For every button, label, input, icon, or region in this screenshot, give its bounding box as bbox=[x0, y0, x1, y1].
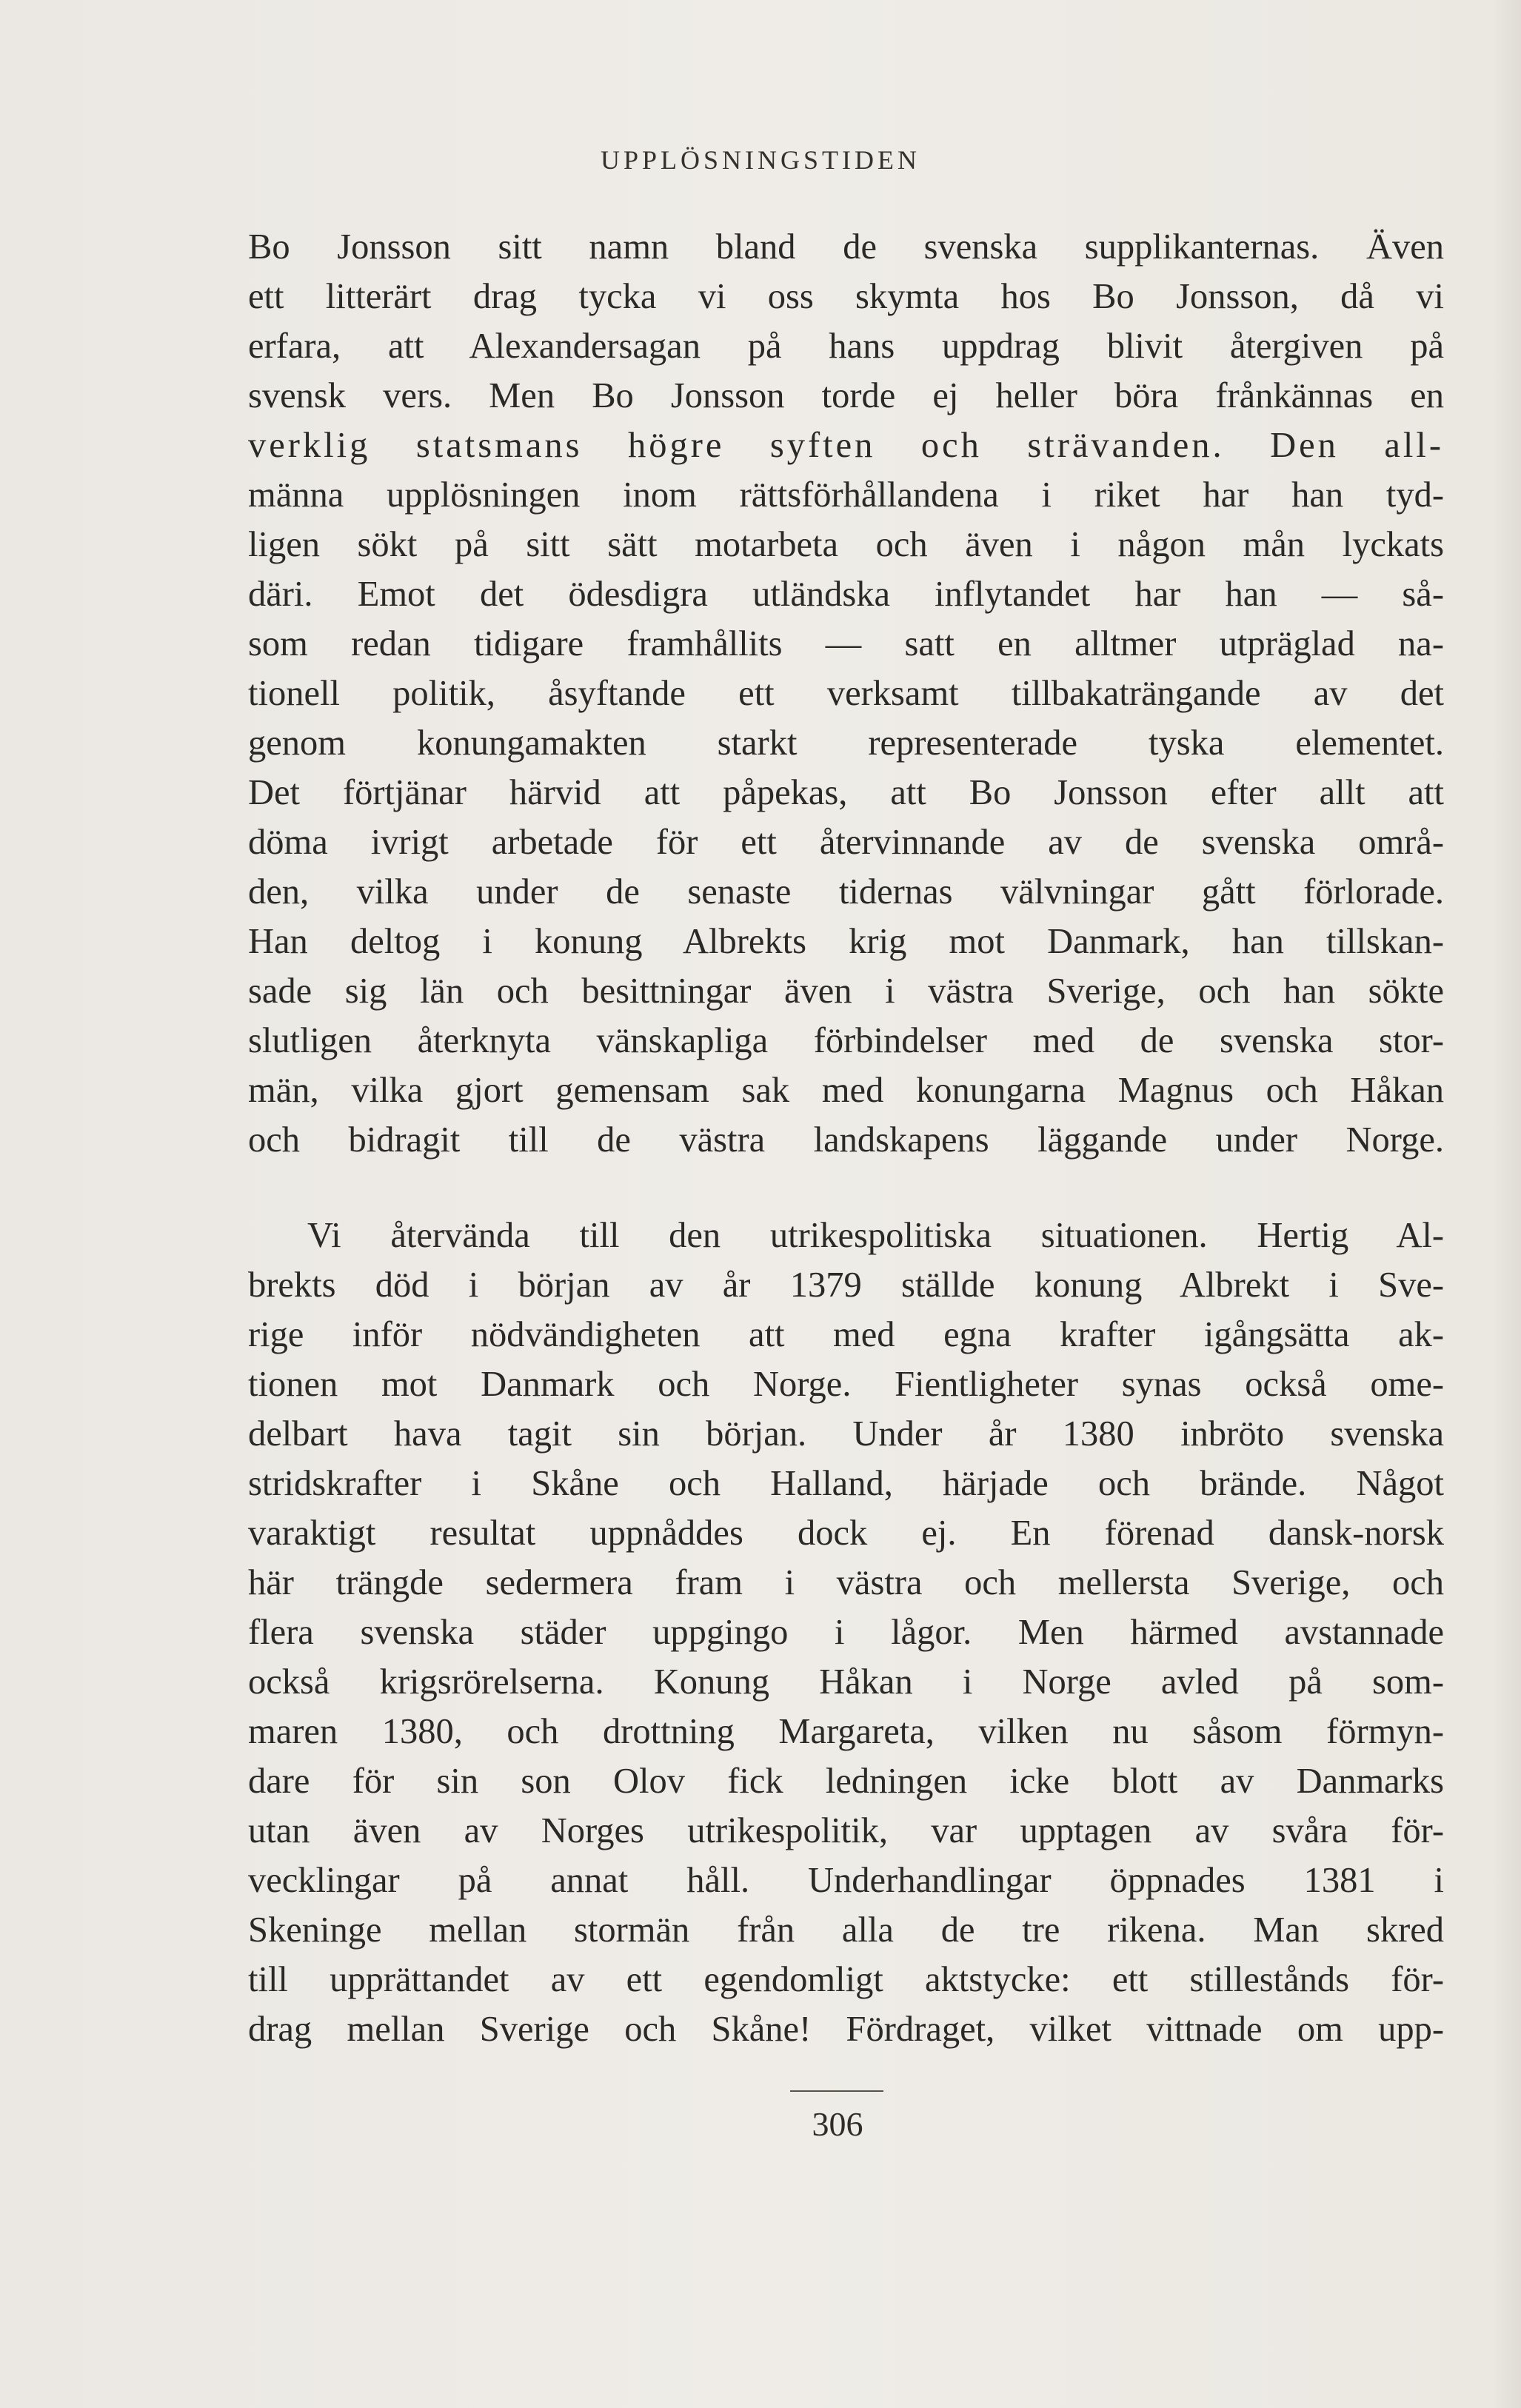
text-line: tionen mot Danmark och Norge. Fientligheter synas också ome- bbox=[248, 1365, 1444, 1404]
text-line: män, vilka gjort gemensam sak med konungarna Magnus och Håkan bbox=[248, 1071, 1444, 1110]
text-line: ett litterärt drag tycka vi oss skymta hos Bo Jonsson, då vi bbox=[248, 277, 1444, 316]
paragraph-1 bbox=[248, 222, 1444, 1165]
text-line: sade sig län och besittningar även i västra Sverige, och han sökte bbox=[248, 971, 1444, 1011]
text-line: däri. Emot det ödesdigra utländska inflytandet har han — så- bbox=[248, 575, 1444, 614]
text-line: rige inför nödvändigheten att med egna krafter igångsätta ak- bbox=[248, 1315, 1444, 1354]
text-line: drag mellan Sverige och Skåne! Fördraget, vilket vittnade om upp- bbox=[248, 2010, 1444, 2049]
paragraph-2 bbox=[248, 1211, 1444, 2054]
folio-rule bbox=[790, 2090, 883, 2092]
text-line: också krigsrörelserna. Konung Håkan i Norge avled på som- bbox=[248, 1662, 1444, 1702]
text-line: vecklingar på annat håll. Underhandlingar öppnades 1381 i bbox=[248, 1861, 1444, 1900]
text-line: Det förtjänar härvid att påpekas, att Bo Jonsson efter allt att bbox=[248, 773, 1444, 812]
text-line: stridskrafter i Skåne och Halland, härjade och brände. Något bbox=[248, 1464, 1444, 1503]
text-line: svensk vers. Men Bo Jonsson torde ej heller böra frånkännas en bbox=[248, 376, 1444, 415]
text-line: delbart hava tagit sin början. Under år 1380 inbröto svenska bbox=[248, 1414, 1444, 1454]
text-line: verklig statsmans högre syften och strävanden. Den all- bbox=[248, 426, 1444, 465]
text-line: här trängde sedermera fram i västra och mellersta Sverige, och bbox=[248, 1563, 1444, 1602]
text-line: Vi återvända till den utrikespolitiska situationen. Hertig Al- bbox=[307, 1216, 1444, 1255]
text-line: den, vilka under de senaste tidernas välvningar gått förlorade. bbox=[248, 872, 1444, 912]
text-line: Han deltog i konung Albrekts krig mot Danmark, han tillskan- bbox=[248, 922, 1444, 961]
text-line: slutligen återknyta vänskapliga förbindelser med de svenska stor- bbox=[248, 1021, 1444, 1060]
text-line: Bo Jonsson sitt namn bland de svenska supplikanternas. Även bbox=[248, 227, 1444, 267]
text-line: flera svenska städer uppgingo i lågor. Men härmed avstannade bbox=[248, 1613, 1444, 1652]
text-line: brekts död i början av år 1379 ställde konung Albrekt i Sve- bbox=[248, 1265, 1444, 1305]
text-line: männa upplösningen inom rättsförhållandena i riket har han tyd- bbox=[248, 475, 1444, 515]
text-line: dare för sin son Olov fick ledningen icke blott av Danmarks bbox=[248, 1762, 1444, 1801]
text-line: och bidragit till de västra landskapens läggande under Norge. bbox=[248, 1120, 1444, 1160]
text-line: erfara, att Alexandersagan på hans uppdrag blivit återgiven på bbox=[248, 327, 1444, 366]
text-line: maren 1380, och drottning Margareta, vilken nu såsom förmyn- bbox=[248, 1712, 1444, 1751]
page-edge-shadow bbox=[1491, 0, 1521, 2408]
text-line: ligen sökt på sitt sätt motarbeta och även i någon mån lyckats bbox=[248, 525, 1444, 564]
text-line: döma ivrigt arbetade för ett återvinnande av de svenska områ- bbox=[248, 823, 1444, 862]
running-head: UPPLÖSNINGSTIDEN bbox=[600, 145, 921, 175]
text-line: tionell politik, åsyftande ett verksamt tillbakaträngande av det bbox=[248, 674, 1444, 713]
text-line: Skeninge mellan stormän från alla de tre rikena. Man skred bbox=[248, 1910, 1444, 1950]
text-line: till upprättandet av ett egendomligt aktstycke: ett stillestånds för- bbox=[248, 1960, 1444, 1999]
page-number: 306 bbox=[812, 2105, 863, 2143]
text-line: genom konungamakten starkt representerade tyska elementet. bbox=[248, 723, 1444, 763]
text-line: utan även av Norges utrikespolitik, var upptagen av svåra för- bbox=[248, 1811, 1444, 1850]
text-line: varaktigt resultat uppnåddes dock ej. En förenad dansk-norsk bbox=[248, 1514, 1444, 1553]
text-line: som redan tidigare framhållits — satt en alltmer utpräglad na- bbox=[248, 624, 1444, 663]
